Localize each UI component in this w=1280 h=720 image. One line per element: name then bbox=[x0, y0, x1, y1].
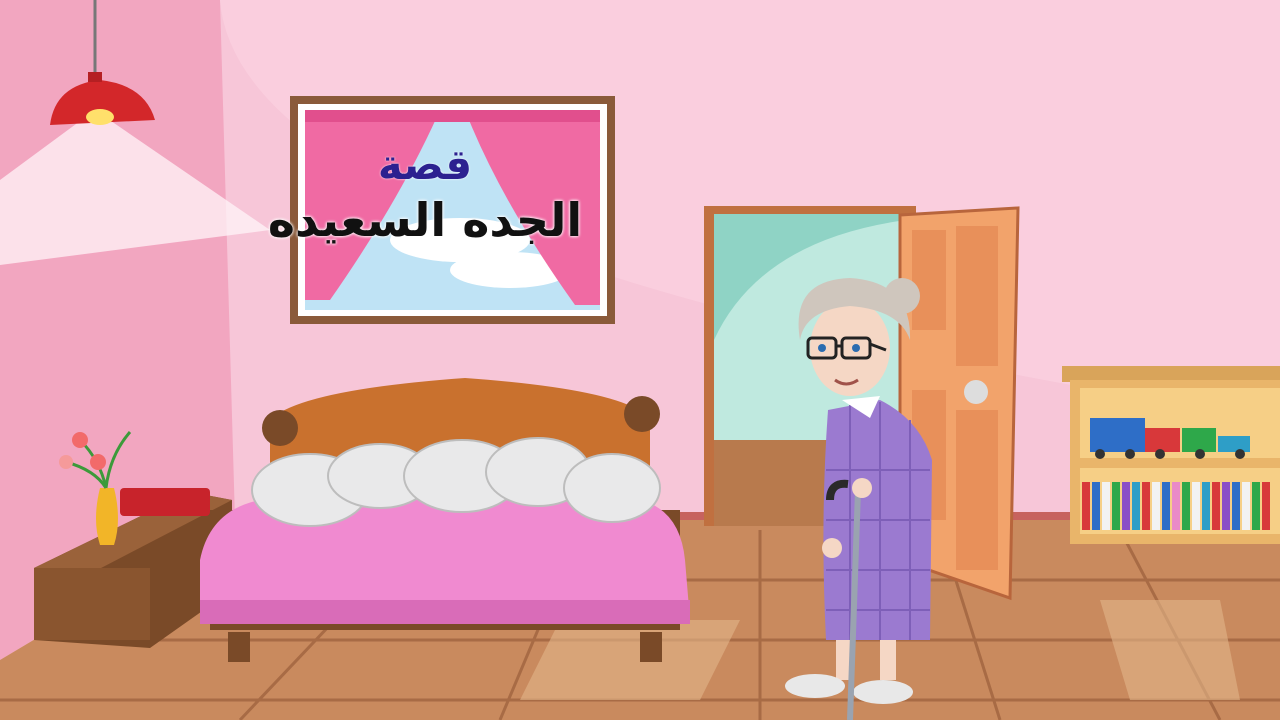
flower-vase bbox=[96, 488, 118, 545]
title-line-story: قصة bbox=[377, 140, 473, 189]
toy-train bbox=[1090, 418, 1145, 452]
bed bbox=[200, 378, 690, 662]
story-title bbox=[240, 140, 610, 250]
door-knob bbox=[964, 380, 988, 404]
red-book bbox=[120, 488, 210, 516]
bookshelf bbox=[1062, 366, 1280, 544]
title-line-happy-grandmother: الجده السعيده bbox=[267, 193, 583, 247]
